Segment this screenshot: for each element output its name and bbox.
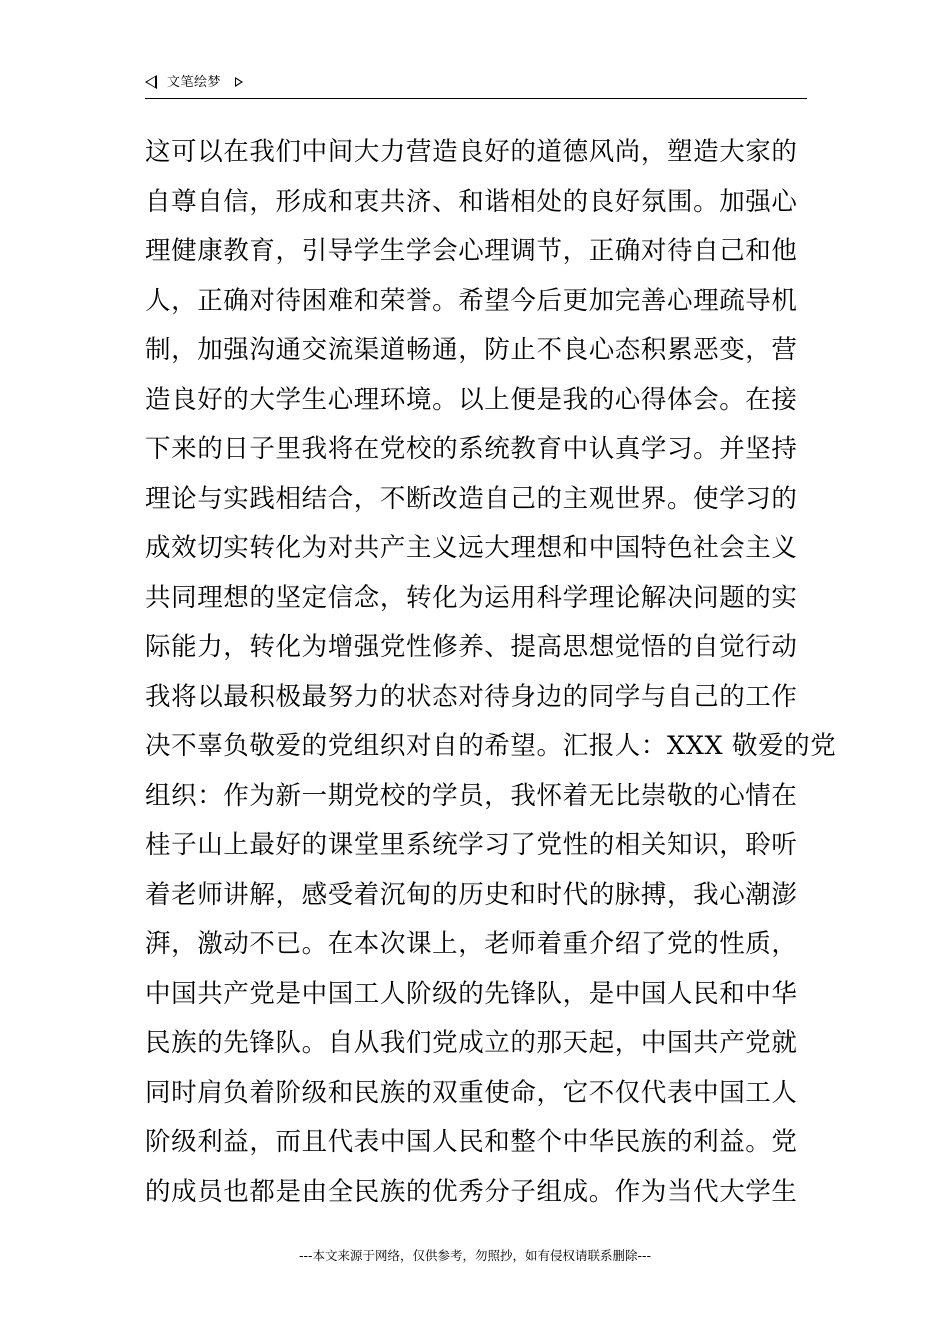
text-line: 理健康教育，引导学生学会心理调节，正确对待自己和他 <box>145 236 798 266</box>
triangle-right-icon <box>235 77 243 87</box>
document-body <box>145 128 837 1217</box>
text-line: 际能力，转化为增强党性修养、提高思想觉悟的自觉行动 <box>145 632 798 662</box>
text-line: 桂子山上最好的课堂里系统学习了党性的相关知识，聆听 <box>145 830 798 860</box>
page-header <box>145 74 807 99</box>
text-line: 决不辜负敬爱的党组织对自的希望。汇报人：XXX 敬爱的党 <box>145 731 837 761</box>
text-line: 自尊自信，形成和衷共济、和谐相处的良好氛围。加强心 <box>145 186 798 217</box>
text-line: 理论与实践相结合，不断改造自己的主观世界。使学习的 <box>145 483 798 514</box>
text-line: 下来的日子里我将在党校的系统教育中认真学习。并坚持 <box>145 434 798 464</box>
header-title: 文笔绘梦 <box>167 75 222 90</box>
text-line: 造良好的大学生心理环境。以上便是我的心得体会。在接 <box>145 384 798 415</box>
text-line: 成效切实转化为对共产主义远大理想和中国特色社会主义 <box>145 533 798 563</box>
text-line: 中国共产党是中国工人阶级的先锋队，是中国人民和中华 <box>145 978 798 1009</box>
text-line: 民族的先锋队。自从我们党成立的那天起，中国共产党就 <box>145 1028 798 1058</box>
text-line: 组织：作为新一期党校的学员，我怀着无比崇敬的心情在 <box>145 780 798 811</box>
triangle-left-icon <box>145 75 157 89</box>
text-line: 共同理想的坚定信念，转化为运用科学理论解决问题的实 <box>145 582 798 613</box>
text-line: 同时肩负着阶级和民族的双重使命，它不仅代表中国工人 <box>145 1077 798 1108</box>
text-line: 湃，激动不已。在本次课上，老师着重介绍了党的性质， <box>145 929 798 959</box>
text-line: 制，加强沟通交流渠道畅通，防止不良心态积累恶变，营 <box>145 335 798 365</box>
page-footer-disclaimer: ---本文来源于网络，仅供参考，勿照抄，如有侵权请联系删除--- <box>298 1248 652 1263</box>
text-line: 这可以在我们中间大力营造良好的道德风尚，塑造大家的 <box>145 137 798 167</box>
text-line: 的成员也都是由全民族的优秀分子组成。作为当代大学生 <box>145 1176 798 1207</box>
text-line: 着老师讲解，感受着沉甸的历史和时代的脉搏，我心潮澎 <box>145 879 798 910</box>
text-line: 我将以最积极最努力的状态对待身边的同学与自己的工作 <box>145 681 798 712</box>
text-line: 阶级利益，而且代表中国人民和整个中华民族的利益。党 <box>145 1127 798 1157</box>
text-line: 人，正确对待困难和荣誉。希望今后更加完善心理疏导机 <box>145 285 798 316</box>
